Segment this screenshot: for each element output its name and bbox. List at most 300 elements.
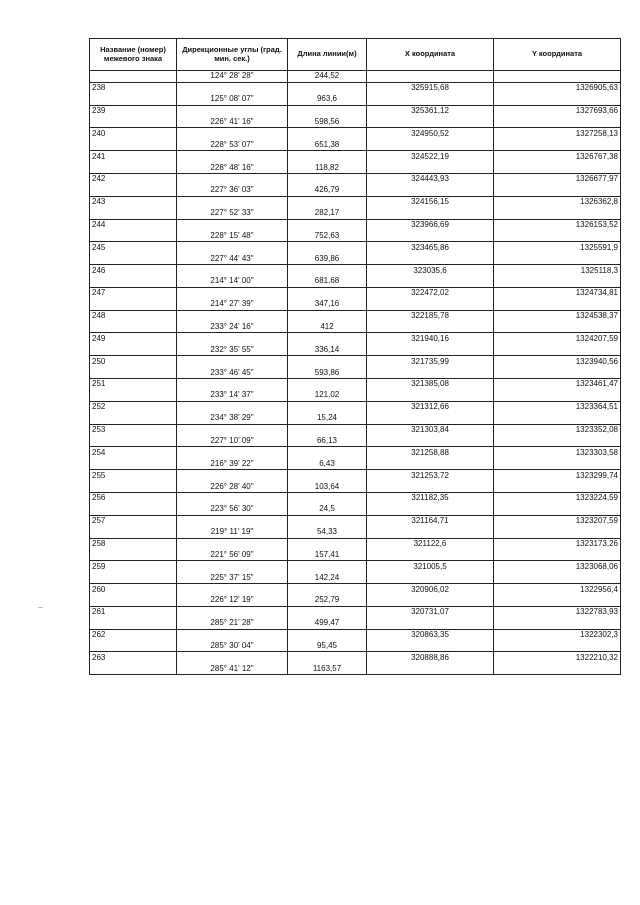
- mark-name-cell: 251: [90, 379, 177, 390]
- mark-name-cell: 243: [90, 196, 177, 207]
- y-coordinate-cell: 1322783,93: [494, 606, 621, 617]
- point-row: [90, 584, 621, 595]
- angle-cell-empty: [177, 401, 288, 412]
- header-line-length: Длина линии(м): [288, 39, 367, 71]
- mark-cell-empty: [90, 367, 177, 378]
- y-cell-empty: [494, 572, 621, 583]
- y-coordinate-cell: 1326767,38: [494, 151, 621, 162]
- header-y-coordinate: Y координата: [494, 39, 621, 71]
- x-cell-empty: [367, 322, 494, 333]
- angle-cell-empty: [177, 287, 288, 298]
- line-length-cell: 1163,57: [288, 663, 367, 674]
- angle-cell-empty: [177, 652, 288, 663]
- direction-angle-cell: 233° 14' 37": [177, 390, 288, 401]
- mark-name-cell: 238: [90, 82, 177, 93]
- mark-name-cell: 239: [90, 105, 177, 116]
- x-cell-empty: [367, 299, 494, 310]
- mark-name-cell: 256: [90, 492, 177, 503]
- length-cell-empty: [288, 538, 367, 549]
- direction-angle-cell: 225° 37' 15": [177, 572, 288, 583]
- x-cell-empty: [367, 413, 494, 424]
- y-cell-empty: [494, 390, 621, 401]
- line-length-cell: 103,64: [288, 481, 367, 492]
- x-cell-empty: [367, 481, 494, 492]
- header-mark-name: Название (номер) межевого знака: [90, 39, 177, 71]
- mark-cell-empty: [90, 504, 177, 515]
- angle-cell-empty: [177, 105, 288, 116]
- y-coordinate-cell: 1326362,8: [494, 196, 621, 207]
- mark-cell-empty: [90, 162, 177, 173]
- x-coordinate-cell: 321005,5: [367, 561, 494, 572]
- segment-row: [90, 413, 621, 424]
- mark-cell-empty: [90, 618, 177, 629]
- y-cell-empty: [494, 94, 621, 105]
- mark-cell-empty: [90, 299, 177, 310]
- point-row: [90, 606, 621, 617]
- y-cell-empty: [494, 253, 621, 264]
- direction-angle-cell: 227° 52' 33": [177, 208, 288, 219]
- direction-angle-cell: 233° 46' 45": [177, 367, 288, 378]
- y-cell-empty: [494, 436, 621, 447]
- mark-name-cell: 240: [90, 128, 177, 139]
- point-row: [90, 219, 621, 230]
- direction-angle-cell: 124° 28' 28": [177, 71, 288, 83]
- segment-row: [90, 230, 621, 241]
- x-cell-empty: [367, 618, 494, 629]
- segment-row: [90, 162, 621, 173]
- mark-cell-empty: [90, 595, 177, 606]
- y-cell-empty: [494, 71, 621, 83]
- angle-cell-empty: [177, 379, 288, 390]
- length-cell-empty: [288, 333, 367, 344]
- point-row: [90, 470, 621, 481]
- length-cell-empty: [288, 287, 367, 298]
- mark-name-cell: 260: [90, 584, 177, 595]
- x-coordinate-cell: 321303,84: [367, 424, 494, 435]
- x-coordinate-cell: 323465,86: [367, 242, 494, 253]
- length-cell-empty: [288, 515, 367, 526]
- line-length-cell: 499,47: [288, 618, 367, 629]
- mark-cell-empty: [90, 117, 177, 128]
- x-coordinate-cell: 321735,99: [367, 356, 494, 367]
- direction-angle-cell: 226° 41' 16": [177, 117, 288, 128]
- point-row: [90, 196, 621, 207]
- line-length-cell: 963,6: [288, 94, 367, 105]
- point-row: [90, 310, 621, 321]
- mark-name-cell: 262: [90, 629, 177, 640]
- mark-cell-empty: [90, 322, 177, 333]
- angle-cell-empty: [177, 128, 288, 139]
- mark-name-cell: 257: [90, 515, 177, 526]
- x-cell-empty: [367, 641, 494, 652]
- x-cell-empty: [367, 117, 494, 128]
- y-cell-empty: [494, 549, 621, 560]
- y-cell-empty: [494, 185, 621, 196]
- segment-row: [90, 641, 621, 652]
- segment-row: [90, 322, 621, 333]
- line-length-cell: 252,79: [288, 595, 367, 606]
- angle-cell-empty: [177, 447, 288, 458]
- scan-speck: [38, 607, 43, 608]
- segment-row: [90, 504, 621, 515]
- point-row: [90, 561, 621, 572]
- segment-row: [90, 344, 621, 355]
- mark-name-cell: 255: [90, 470, 177, 481]
- mark-name-cell: 261: [90, 606, 177, 617]
- mark-cell-empty: [90, 436, 177, 447]
- length-cell-empty: [288, 151, 367, 162]
- header-direction-angle: Дирекционные углы (град. мин. сек.): [177, 39, 288, 71]
- direction-angle-cell: 285° 41' 12": [177, 663, 288, 674]
- point-row: [90, 151, 621, 162]
- line-length-cell: 66,13: [288, 436, 367, 447]
- length-cell-empty: [288, 401, 367, 412]
- y-cell-empty: [494, 481, 621, 492]
- x-coordinate-cell: 321312,66: [367, 401, 494, 412]
- angle-cell-empty: [177, 82, 288, 93]
- x-cell-empty: [367, 367, 494, 378]
- y-cell-empty: [494, 139, 621, 150]
- x-coordinate-cell: 321164,71: [367, 515, 494, 526]
- direction-angle-cell: 226° 12' 19": [177, 595, 288, 606]
- y-cell-empty: [494, 458, 621, 469]
- x-cell-empty: [367, 139, 494, 150]
- segment-row: [90, 71, 621, 83]
- y-coordinate-cell: 1323352,08: [494, 424, 621, 435]
- x-cell-empty: [367, 344, 494, 355]
- mark-name-cell: 244: [90, 219, 177, 230]
- segment-row: [90, 253, 621, 264]
- mark-cell-empty: [90, 185, 177, 196]
- mark-name-cell: 250: [90, 356, 177, 367]
- mark-name-cell: 263: [90, 652, 177, 663]
- y-coordinate-cell: 1323207,59: [494, 515, 621, 526]
- x-coordinate-cell: 324156,15: [367, 196, 494, 207]
- line-length-cell: 598,56: [288, 117, 367, 128]
- line-length-cell: 639,86: [288, 253, 367, 264]
- y-cell-empty: [494, 322, 621, 333]
- x-coordinate-cell: 321253,72: [367, 470, 494, 481]
- y-coordinate-cell: 1326153,52: [494, 219, 621, 230]
- length-cell-empty: [288, 105, 367, 116]
- segment-row: [90, 549, 621, 560]
- x-cell-empty: [367, 504, 494, 515]
- y-cell-empty: [494, 618, 621, 629]
- length-cell-empty: [288, 219, 367, 230]
- line-length-cell: 282,17: [288, 208, 367, 219]
- mark-name-cell: 249: [90, 333, 177, 344]
- angle-cell-empty: [177, 151, 288, 162]
- y-coordinate-cell: 1327693,66: [494, 105, 621, 116]
- y-coordinate-cell: 1322302,3: [494, 629, 621, 640]
- x-cell-empty: [367, 230, 494, 241]
- y-coordinate-cell: 1323303,58: [494, 447, 621, 458]
- mark-cell-empty: [90, 641, 177, 652]
- angle-cell-empty: [177, 584, 288, 595]
- direction-angle-cell: 214° 14' 00": [177, 276, 288, 287]
- segment-row: [90, 208, 621, 219]
- direction-angle-cell: 223° 56' 30": [177, 504, 288, 515]
- y-coordinate-cell: 1323461,47: [494, 379, 621, 390]
- x-coordinate-cell: 324522,19: [367, 151, 494, 162]
- direction-angle-cell: 214° 27' 39": [177, 299, 288, 310]
- direction-angle-cell: 227° 36' 03": [177, 185, 288, 196]
- line-length-cell: 426,79: [288, 185, 367, 196]
- y-cell-empty: [494, 663, 621, 674]
- segment-row: [90, 481, 621, 492]
- direction-angle-cell: 234° 38' 29": [177, 413, 288, 424]
- x-cell-empty: [367, 162, 494, 173]
- point-row: [90, 401, 621, 412]
- mark-cell-empty: [90, 549, 177, 560]
- mark-cell-empty: [90, 481, 177, 492]
- y-coordinate-cell: 1323940,56: [494, 356, 621, 367]
- length-cell-empty: [288, 629, 367, 640]
- mark-cell-empty: [90, 413, 177, 424]
- point-row: [90, 333, 621, 344]
- length-cell-empty: [288, 561, 367, 572]
- point-row: [90, 287, 621, 298]
- line-length-cell: 118,82: [288, 162, 367, 173]
- length-cell-empty: [288, 174, 367, 185]
- angle-cell-empty: [177, 265, 288, 276]
- x-cell-empty: [367, 595, 494, 606]
- line-length-cell: 6,43: [288, 458, 367, 469]
- segment-row: [90, 618, 621, 629]
- table-body: [90, 71, 621, 675]
- segment-row: [90, 390, 621, 401]
- direction-angle-cell: 228° 15' 48": [177, 230, 288, 241]
- point-row: [90, 538, 621, 549]
- x-coordinate-cell: 325361,12: [367, 105, 494, 116]
- y-cell-empty: [494, 595, 621, 606]
- point-row: [90, 174, 621, 185]
- angle-cell-empty: [177, 333, 288, 344]
- y-coordinate-cell: 1325118,3: [494, 265, 621, 276]
- y-coordinate-cell: 1323173,26: [494, 538, 621, 549]
- line-length-cell: 15,24: [288, 413, 367, 424]
- y-coordinate-cell: 1324538,37: [494, 310, 621, 321]
- point-row: [90, 105, 621, 116]
- direction-angle-cell: 221° 56' 09": [177, 549, 288, 560]
- y-cell-empty: [494, 344, 621, 355]
- x-coordinate-cell: 321385,08: [367, 379, 494, 390]
- y-cell-empty: [494, 299, 621, 310]
- x-coordinate-cell: 323035,6: [367, 265, 494, 276]
- mark-cell-empty: [90, 663, 177, 674]
- segment-row: [90, 94, 621, 105]
- mark-cell-empty: [90, 208, 177, 219]
- point-row: [90, 424, 621, 435]
- line-length-cell: 347,16: [288, 299, 367, 310]
- line-length-cell: 681,68: [288, 276, 367, 287]
- segment-row: [90, 367, 621, 378]
- x-cell-empty: [367, 253, 494, 264]
- y-coordinate-cell: 1323299,74: [494, 470, 621, 481]
- x-cell-empty: [367, 94, 494, 105]
- line-length-cell: 54,33: [288, 527, 367, 538]
- line-length-cell: 412: [288, 322, 367, 333]
- segment-row: [90, 572, 621, 583]
- x-cell-empty: [367, 71, 494, 83]
- mark-cell-empty: [90, 71, 177, 83]
- line-length-cell: 121,02: [288, 390, 367, 401]
- direction-angle-cell: 228° 48' 16": [177, 162, 288, 173]
- length-cell-empty: [288, 356, 367, 367]
- x-coordinate-cell: 320731,07: [367, 606, 494, 617]
- point-row: [90, 356, 621, 367]
- line-length-cell: 593,86: [288, 367, 367, 378]
- line-length-cell: 752,63: [288, 230, 367, 241]
- direction-angle-cell: 227° 44' 43": [177, 253, 288, 264]
- length-cell-empty: [288, 470, 367, 481]
- x-coordinate-cell: 322472,02: [367, 287, 494, 298]
- length-cell-empty: [288, 310, 367, 321]
- direction-angle-cell: 233° 24' 16": [177, 322, 288, 333]
- x-cell-empty: [367, 663, 494, 674]
- length-cell-empty: [288, 652, 367, 663]
- mark-name-cell: 241: [90, 151, 177, 162]
- line-length-cell: 142,24: [288, 572, 367, 583]
- x-coordinate-cell: 321182,35: [367, 492, 494, 503]
- length-cell-empty: [288, 584, 367, 595]
- y-coordinate-cell: 1323224,59: [494, 492, 621, 503]
- mark-name-cell: 246: [90, 265, 177, 276]
- x-coordinate-cell: 321258,88: [367, 447, 494, 458]
- x-cell-empty: [367, 436, 494, 447]
- x-coordinate-cell: 321122,6: [367, 538, 494, 549]
- point-row: [90, 652, 621, 663]
- line-length-cell: 336,14: [288, 344, 367, 355]
- length-cell-empty: [288, 128, 367, 139]
- angle-cell-empty: [177, 219, 288, 230]
- length-cell-empty: [288, 82, 367, 93]
- direction-angle-cell: 285° 21' 28": [177, 618, 288, 629]
- direction-angle-cell: 226° 28' 40": [177, 481, 288, 492]
- y-coordinate-cell: 1324207,59: [494, 333, 621, 344]
- point-row: [90, 242, 621, 253]
- line-length-cell: 24,5: [288, 504, 367, 515]
- direction-angle-cell: 227° 10' 09": [177, 436, 288, 447]
- boundary-coordinates-table: [89, 38, 621, 675]
- direction-angle-cell: 285° 30' 04": [177, 641, 288, 652]
- segment-row: [90, 527, 621, 538]
- mark-name-cell: 245: [90, 242, 177, 253]
- point-row: [90, 629, 621, 640]
- mark-cell-empty: [90, 230, 177, 241]
- y-cell-empty: [494, 413, 621, 424]
- length-cell-empty: [288, 379, 367, 390]
- y-coordinate-cell: 1326677,97: [494, 174, 621, 185]
- segment-row: [90, 436, 621, 447]
- x-coordinate-cell: 324950,52: [367, 128, 494, 139]
- point-row: [90, 265, 621, 276]
- angle-cell-empty: [177, 492, 288, 503]
- direction-angle-cell: 219° 11' 19": [177, 527, 288, 538]
- segment-row: [90, 117, 621, 128]
- segment-row: [90, 139, 621, 150]
- x-cell-empty: [367, 458, 494, 469]
- angle-cell-empty: [177, 538, 288, 549]
- x-cell-empty: [367, 527, 494, 538]
- x-coordinate-cell: 320906,02: [367, 584, 494, 595]
- x-cell-empty: [367, 185, 494, 196]
- mark-cell-empty: [90, 94, 177, 105]
- segment-row: [90, 276, 621, 287]
- y-cell-empty: [494, 641, 621, 652]
- angle-cell-empty: [177, 174, 288, 185]
- table-header-row: [90, 39, 621, 71]
- length-cell-empty: [288, 196, 367, 207]
- point-row: [90, 515, 621, 526]
- x-cell-empty: [367, 276, 494, 287]
- x-cell-empty: [367, 390, 494, 401]
- y-cell-empty: [494, 117, 621, 128]
- point-row: [90, 447, 621, 458]
- mark-name-cell: 258: [90, 538, 177, 549]
- segment-row: [90, 663, 621, 674]
- y-cell-empty: [494, 208, 621, 219]
- segment-row: [90, 595, 621, 606]
- x-coordinate-cell: 324443,93: [367, 174, 494, 185]
- y-cell-empty: [494, 276, 621, 287]
- segment-row: [90, 458, 621, 469]
- header-x-coordinate: X координата: [367, 39, 494, 71]
- y-coordinate-cell: 1327258,13: [494, 128, 621, 139]
- x-cell-empty: [367, 208, 494, 219]
- y-coordinate-cell: 1323068,06: [494, 561, 621, 572]
- mark-cell-empty: [90, 390, 177, 401]
- mark-name-cell: 252: [90, 401, 177, 412]
- y-coordinate-cell: 1323364,51: [494, 401, 621, 412]
- x-coordinate-cell: 325915,68: [367, 82, 494, 93]
- direction-angle-cell: 125° 08' 07": [177, 94, 288, 105]
- direction-angle-cell: 232° 35' 55": [177, 344, 288, 355]
- angle-cell-empty: [177, 561, 288, 572]
- line-length-cell: 244,52: [288, 71, 367, 83]
- x-cell-empty: [367, 549, 494, 560]
- y-coordinate-cell: 1324734,81: [494, 287, 621, 298]
- y-coordinate-cell: 1322210,32: [494, 652, 621, 663]
- y-coordinate-cell: 1325591,9: [494, 242, 621, 253]
- angle-cell-empty: [177, 310, 288, 321]
- line-length-cell: 157,41: [288, 549, 367, 560]
- angle-cell-empty: [177, 356, 288, 367]
- mark-cell-empty: [90, 458, 177, 469]
- length-cell-empty: [288, 606, 367, 617]
- line-length-cell: 651,38: [288, 139, 367, 150]
- mark-cell-empty: [90, 276, 177, 287]
- line-length-cell: 95,45: [288, 641, 367, 652]
- y-cell-empty: [494, 230, 621, 241]
- mark-name-cell: 248: [90, 310, 177, 321]
- length-cell-empty: [288, 242, 367, 253]
- mark-name-cell: 247: [90, 287, 177, 298]
- y-cell-empty: [494, 367, 621, 378]
- x-coordinate-cell: 320863,35: [367, 629, 494, 640]
- mark-cell-empty: [90, 253, 177, 264]
- mark-cell-empty: [90, 344, 177, 355]
- point-row: [90, 82, 621, 93]
- x-cell-empty: [367, 572, 494, 583]
- angle-cell-empty: [177, 606, 288, 617]
- x-coordinate-cell: 321940,16: [367, 333, 494, 344]
- mark-name-cell: 253: [90, 424, 177, 435]
- x-coordinate-cell: 322185,78: [367, 310, 494, 321]
- point-row: [90, 492, 621, 503]
- segment-row: [90, 299, 621, 310]
- y-coordinate-cell: 1322956,4: [494, 584, 621, 595]
